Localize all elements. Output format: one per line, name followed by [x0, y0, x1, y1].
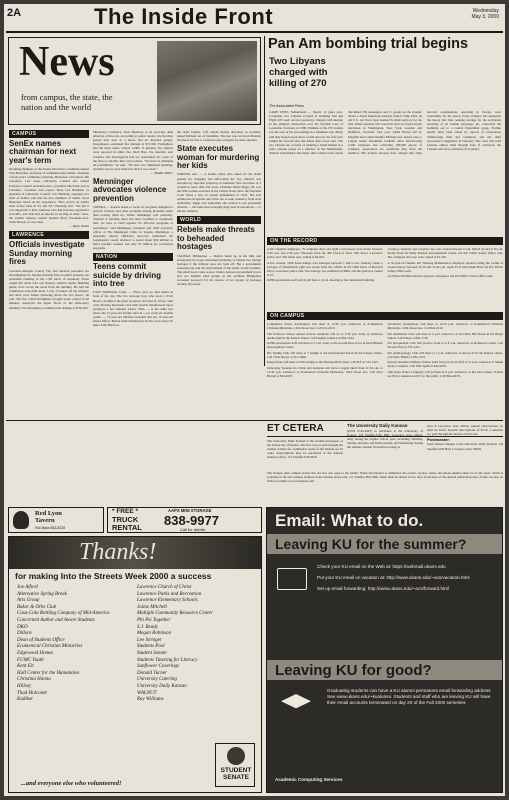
truck-phone: 838-9977 — [164, 513, 219, 528]
thanks-entry: Arts Group — [17, 598, 40, 604]
leaving-summer: Leaving KU for the summer? — [275, 536, 467, 552]
record-item: A 35-year-old female KU Housing Maintenance employee reported being the victim of sexual battery between 12:30 and 12:40 a.m. April 25 in McCollum Hall, the KU Public Safety Office said. — [387, 260, 503, 273]
campus-item: Compulsive Eaters Anonymous will meet at 12:30 p.m. tomorrow at Ecumenical Christian Ministries, 1204 Oread Ave. Call 312-2413. — [267, 322, 383, 331]
record-item: A KU student, 1999 Isuzu Amigo was damaged between 7 and 9 a.m. Saturday when a package of Winterhawk gum was stolen from the vehicle in the 2200 block of Harvard Drive, Lawrence police said. The damage was estimated at $800, and the gum was valued at $1. — [267, 260, 383, 277]
thanks-entry: Jaime Mitchell — [137, 604, 167, 610]
truck-store: AAPS MINI STORAGE — [168, 508, 212, 513]
thanks-list-right — [137, 585, 257, 704]
thanks-entry: Multiple Community Resource Center — [137, 611, 213, 617]
campus-item: University Dance Company will perform at 8 p.m. tomorrow at the Lied Center. Tickets are $5 for students and $7 for the public. Call 864-ARTS. — [387, 369, 503, 378]
truck-line3: RENTAL — [112, 523, 142, 532]
truck-rental-ad — [107, 507, 262, 533]
campus-left-list — [267, 322, 383, 379]
et-cetera-left: The University Daily Kansan is the student newspaper of the University of Kansas. The first copy is paid through the student activity fee. Additional copies of the Kansan are 25 cents. Subscriptions may be purchased at the Kansan business office, 119 Stauffer-Flint Hall. — [267, 439, 343, 460]
thanks-footer: ...and everyone else who volunteered! — [21, 780, 122, 787]
senate-logo — [215, 743, 255, 787]
thanks-entry: Lawrence Elementary Schools — [137, 598, 198, 604]
record-item: A laptop computer and carrying case were stolen between 9 a.m. March 24 and 2:30 p.m. Friday from the Daily Kansan Advertisement Center, the KU Public Safety Office said. The computer and case were valued at $1,550. — [387, 247, 503, 260]
thanks-entry: Ecumenical Christian Ministries — [17, 644, 83, 650]
campus-item: Korean Students Ultimate Frisbee team will practice from 8 to 11 p.m. tomorrow at Shenk Sports Complex. Call Will Spalis at 842-6470. — [387, 360, 503, 369]
thanks-entry: Kent Eir — [17, 664, 35, 670]
et-cetera-bottom: The Kansan print campus events that are free and open to the public. When information is submitted, the event's sponsor, name and phone number must be on the form, which is available in the On Campus mailbox in the Kansan newsroom, 111 Stauffer-Flint Hall. Items must be turned in two days in advance of the desired publication date. Forms can also be filled out online at www.kansan.com. — [267, 471, 503, 484]
campus-byline: — Ryan Seelia — [69, 224, 89, 229]
rebels-headline: Rebels make threats to beheaded hostages — [177, 225, 255, 252]
campus-item: The Endacott School annual awards ceremony will be at 3:30 p.m. today in Alderson Auditorium in the Kansas Union. Call Daphne Johnson at 864-7244. — [267, 331, 383, 340]
et-cetera-middle — [347, 424, 423, 449]
thanks-entry: WALNUT — [137, 690, 157, 696]
campus-item: KJHK promotions staff will meet at 5 p.m. today at the second-floor foyer in Dole Human Development Center. — [267, 341, 383, 350]
issue-date: May 3, 2000 — [471, 14, 499, 20]
teens-body: EAST HADDAM, Conn. — There were no skid marks in front of the tree. The two teen-age boys who drove a Ford Bronco straight at the giant sycamore and died in a fiery crash early Monday had made clear their suicide intentions in taped goodbyes a few minutes earlier. Then — at the same tree where his 15-year-old brother died in a car crash six months earlier — 13-year-old Michael Grindell and his 13-year-old friend Jeffrey Barton killed themselves in this town about 20 miles from Hartford. — [93, 290, 173, 328]
record-left-list — [267, 247, 383, 284]
campus-headline: SenEx names chairman for next year's term — [9, 139, 77, 165]
horizontal-divider — [6, 420, 503, 421]
record-item: KJHK promotions staff said it will have a 6 p.m. meeting at the Journalism building. — [267, 278, 375, 283]
on-the-record — [267, 237, 503, 284]
on-campus — [267, 312, 503, 379]
senate-label: STUDENT SENATE — [220, 767, 252, 781]
thanks-entry: Student Senate — [137, 650, 167, 656]
page-number: 2A — [7, 7, 22, 19]
thanks-entry: Lawrence Church of Christ — [137, 585, 192, 590]
col3-story1-body: the older brother, Jeff, whom friends described as troubled, joined Michael out of friendship. The tree was cut down Monday afternoon for fear it would become a magnet for more suicides. — [177, 130, 261, 143]
email-good-text: Graduating students can have a KU alumni permanent email forwarding address. See www.ukans.edu/~kualumni. Students and staff who are leaving KU will have their email accounts terminated on day 20 of the Fall 2000 semester. — [327, 688, 492, 705]
lawrence-label: LAWRENCE — [9, 231, 89, 239]
thanks-entry: Sunflower Coverings — [137, 664, 180, 670]
menninger-headline: Menninger advocates violence prevention — [93, 176, 167, 203]
postmaster-label: Postmaster: — [427, 437, 451, 443]
udk-text: (ISSN 0746-4967) is published at the University of Kansas, 119 Stauffer-Flint Hall, Lawrence, Kan. 66045, daily during the regular school year, excluding Saturday, Sunday, holidays and finals periods, and Wednesday during the summer session. Periodical postage is — [347, 428, 423, 450]
campus-item: Alcoholics Anonymous will meet at 12:30 p.m. tomorrow at Ecumenical Christian Ministries, 1204 Oread Ave. Call 842-0110. — [387, 322, 503, 331]
email-bullet: Set up email forwarding: http://www.ukans.edu/~acs/forward.html — [317, 585, 450, 591]
email-ad — [266, 507, 503, 793]
postmaster-text: Send address changes to the University Daily Kansan, 119 Stauffer-Flint Hall, Lawrence, Kan. 66045. — [427, 442, 503, 451]
col2-byline: — Mindie Miller — [150, 170, 173, 175]
section-title: The Inside Front — [94, 4, 274, 29]
thanks-entry: Students Pool — [137, 644, 165, 650]
leaving-good: Leaving KU for good? — [275, 662, 432, 679]
execution-body: VARNER, Ark. — A former nurse who asked for the death penalty for drugging and suffocating her two children was executed by injection yesterday in Arkansas' first execution of a woman in more than 150 years. Christina Marie Riggs, 28, was the fifth woman executed in the United States since the Supreme Court lifted a ban on capital punishment in 1976. She had withdrawn all appeals and chose not to seek clemency from state authorities. Riggs told authorities she wanted to use potassium chloride — the same heart-stopping drug used in executions — to kill her children. — [177, 172, 261, 214]
campus-right-list — [388, 322, 504, 379]
red-lyon-address: 944 Mass 832-8228 — [35, 526, 65, 530]
lawrence-headline: Officials investigate Sunday morning fires — [9, 240, 85, 267]
thanks-entry: University Catering — [137, 677, 177, 683]
vertical-divider — [264, 36, 265, 366]
thanks-entry: Lawrence Parks and Recreation — [137, 591, 202, 597]
thanks-entry: Dillons — [17, 631, 32, 637]
graduation-cap-icon — [281, 694, 311, 712]
et-cetera-label: ET CETERA — [267, 423, 324, 434]
campus-item: Daisy Pirate will meet at 9:30 tonight at the Heritage Hall center. Call B.F. at 312-1327. — [267, 360, 379, 365]
truck-tagline: Call for details — [180, 527, 206, 532]
thanks-entry: S.J. Ready — [137, 624, 158, 630]
campus-item: KU Anthropology Club will meet at 7 p.m. tomorrow at Alcove D in the Kansas Union. Call Kyle Bohan at 842-1331. — [387, 350, 503, 359]
red-lyon-ad — [8, 507, 104, 533]
thanks-entry: Joe Alford — [17, 585, 38, 590]
acs-footer: Academic Computing Services — [275, 777, 343, 782]
thanks-entry: Casa-Cola Bottling Company of Mid-America — [17, 611, 110, 617]
et-cetera-right — [427, 424, 503, 451]
newspaper-page — [4, 4, 505, 796]
truck-line1: * FREE * — [112, 508, 139, 515]
column-three — [177, 130, 261, 286]
thanks-entry: Edgewood Homes — [17, 650, 54, 656]
rebels-body: TALIPAO, Philippines — Rebels holed up in the hills and surrounded by troops threatened yesterday to behead two foreign hostages if the military does not back off. But a government spokesperson said the encirclement of the rebels would continue. The small forest came as new clashes between government forces and two Muslim rebel groups in the southern Philippines worsened prospects for the release of two groups of hostages totaling 48 people. — [177, 253, 261, 287]
on-the-record-label: ON THE RECORD — [267, 237, 503, 245]
menninger-body: TOPEKA — Kansas needs to focus on programs designed to prevent violence and other problems among juveniles rather than locking them up, Walter Menninger said yesterday. "Instead of building more and more facilities to warehouse kids, we have to band together for effective programs of prevention," said Menninger, president and chief executive officer of The Menninger Clinic in Topeka. Menninger, a nationally known children's advocate, bemoaned the Legislature's recent decision to spend about $60 million to build juvenile lockups and only $3 million for prevention programs. — [93, 205, 173, 251]
thanks-entry: Donald Turner — [137, 670, 167, 676]
senate-seal-icon — [227, 747, 245, 765]
thanks-entry: FUMC Youth — [17, 657, 44, 663]
record-item: A KU student's employee, 79 computer discs and eight rod brackets were stolen between 9:30 a.m. and 2:30 p.m. Thursday from the 300 block of West 13th Street, Lawrence police said. The items were valued at $2,029. — [267, 247, 383, 260]
thanks-ad — [8, 536, 262, 793]
record-right-list — [388, 247, 504, 284]
thanks-entry: Dean of Students Office — [17, 637, 65, 643]
thanks-entry: Alternative Spring Break — [17, 591, 67, 597]
thanks-entry: Ray Williams — [137, 697, 164, 703]
email-bullets — [317, 564, 495, 591]
on-campus-label: ON CAMPUS — [267, 312, 503, 320]
thanks-entry: Hall Center for the Humanities — [17, 670, 80, 676]
thanks-entry: Phi Psi Together — [137, 617, 171, 623]
thanks-entry: Concerned Author and Aware Students — [17, 617, 95, 623]
masthead-rule — [6, 31, 503, 33]
teens-headline: Teens commit suicide by driving into tree — [93, 262, 162, 288]
panam-headline: Pan Am bombing trial begins — [268, 36, 469, 52]
campus-item: KU Meditation Club will meet at 6 p.m. tomorrow at the Daisy Hill Room in the Burge Union. Call Parker at 864-7730. — [387, 331, 503, 340]
thanks-entry: Hillsey — [17, 683, 32, 689]
thanks-entry: Baker & Orbs Club — [17, 604, 57, 610]
nation-label: NATION — [93, 253, 173, 261]
thanks-entry: University Daily Kansan — [137, 683, 187, 689]
thanks-entry: Thad Holcomb — [17, 690, 47, 696]
thanks-entry: Kadiker — [17, 697, 34, 703]
udk-title: The University Daily Kansan — [347, 423, 408, 428]
thanks-entry: Lee Stringer — [137, 637, 162, 643]
computer-icon — [277, 568, 307, 590]
news-box — [8, 37, 261, 125]
email-bullet: Put your KU email on vacation at: http://www.ukans.edu/~acs/vacation.html — [317, 574, 470, 580]
news-box-title: News — [19, 39, 115, 85]
thanks-title: Thanks! — [79, 539, 157, 565]
panam-source: The Associated Press — [269, 104, 304, 108]
campus-item: University Students for Christ and Lutheran will have a veggie lunch from 11:30 a.m. to 12:30 p.m. tomorrow at Ecumenical Christian Ministries, 1204 Oread Ave. Call Neal Harrell at 843-4933. — [267, 365, 383, 378]
column-two — [93, 130, 173, 327]
thanks-entry: Megan Robinson — [137, 631, 172, 637]
campus-item: KU Sailing Club will meet at 7 tonight at the International Room in the Kansas Union. Call Chris Dwyer at 312-3066. — [267, 350, 383, 359]
thanks-entry: Students Tutoring for Literacy — [137, 657, 198, 663]
news-box-tagline: from campus, the state, the nation and the world — [21, 92, 113, 112]
thanks-entry: DKO — [17, 624, 28, 630]
col2-story1-body: Shumway's residence. Stan Shumway is an associate dean emeritus of fine arts. According to police reports, the fire then spread next door to a house and its detached garage. Investigators estimated fire damage at $57,000. Firefighters had the blaze under control within 15 minutes. No injuries were reported in either fire. Rich Barr, fire marshal, said evidence that investigators had not determined the cause of the fires or whether they were related. "We have to eliminate all possibilities," he said. "We have not eliminated anything, and there are no clear indicators that it was arson." — [93, 130, 173, 171]
lawrence-body: Lawrence-Douglas County Fire and Medical personnel are investigating two Sunday morning fires on public property. An apartment building in the 1700 block of Kentucky Street caught fire about 2:45 a.m. Sunday. Andrew Spalar, Building junior, lives across the street from the building. He said the commotion woke him about 3 a.m. "I looked out my window, and there were flames billowing above the two floors," he said. The fire, which firefighters brought under control in 40 minutes, destroyed the upper floors of the three-story building. Fire investigators estimated the damage at $250,000. — [9, 268, 89, 310]
truck-line2: TRUCK — [112, 515, 139, 524]
email-headline: Email: What to do. — [275, 511, 424, 530]
red-lyon-name: Red Lyon Tavern — [35, 510, 62, 524]
campus-column — [9, 130, 89, 310]
email-bullet: Check your KU email on the Web at: https://webmail.ukans.edu — [317, 564, 446, 569]
record-item: An Ellsworth Hall resident reported a trespasser, the KU Public Safety Office said. — [387, 274, 494, 279]
campus-item: KU Racquetball Club will practice from 6 to 8 p.m. tomorrow at Robinson Center. Call Stewart Pool at 331-2221. — [387, 341, 503, 350]
news-photo — [157, 41, 257, 121]
world-label: WORLD — [177, 216, 261, 224]
thanks-entry: Christina Hanna — [17, 677, 51, 683]
campus-label: CAMPUS — [9, 130, 89, 138]
execution-headline: State executes woman for murdering her kids — [177, 144, 260, 171]
panam-body: CAMP ZEIST, Netherlands — Nearly 12 years post-Lockerbie, two Libyans accused of bombing Pan Am Flight 103 went on trial yesterday, charged with murder in the jetliner's destruction over the Scottish town of Lockerbie, Scotland, in 1988. Families of the 270 victims saw the start of the proceedings as a landmark step. Many said they hoped prosecutors would uncover the full story behind the terrorist plot that killed their loved ones. The two Libyans are accused of planting a bomb hidden in a radio cassette player in a suitcase. In the Netherlands, chained with murder and many other crimes in the attack that killed 259 passengers and 11 people on the ground. About a dozen American relatives visited Camp Zeist, an old U.S. Air Force base deemed Scottish territory for the trial. Other relatives will watch the trial on closed-circuit television in Washington, New York, London and Dumfries, Scotland. Last year, Abdel Basset Ali al-Megrahi and Lamen Khalifa Fhimah were turned over to Libyan leader Moammar Gadhafi. After interviewing 1,000 witnesses and collecting 180,000 pieces of evidence, prosecutors are convinced they have the bombers. But defense lawyers have alleged that other terrorist organizations operating in Europe were responsible for the attack. Early evidence has supported the theory that Iran, seeking revenge for the accidental downing of an Iranian passenger jet, contracted the bombing out to a radical Palestinian group. Further doubts have been raised by reports of prosecutors withdrawing their key testimony and the chief prosecutor's resignation in February. The court will hold sessions almost daily through July. If convicted, the Libyans will serve sentences in Scotland. — [269, 110, 501, 155]
thanks-subtitle: for making Into the Streets Week 2000 a success — [15, 571, 212, 581]
thanks-list-left — [17, 585, 135, 704]
campus-body: Incoming members of the Senate Executive Committee named Tom Beisecker, professor of communication studies, chairman of next year's committee yesterday. Beisecker will replace Jim Carothers, Last week, University Council also named Professor Council president-elect, a position which this year is Carothers. Carothers will replace Mary Lee Hummert as president of University Council. J.D. Heintzig, outgoing vice chair of SenEx, said that the new members of SenEx chose Beisecker based on his experience. "He's served on SenEx chair before back in '91 and '92," Heintzig said. "We felt it was important to have someone who had previous experience in SenEx, and Tom had an interest in serving as chair." Also, the student senators named Student Body President-elect, Chris Brown, as vice chair. — [9, 167, 89, 225]
subscription-text: paid in Lawrence, Kan. 66044. Annual subscriptions by mail are $120. Student subscriptions of $2.50 a semester are paid through the student activity fee. — [427, 424, 503, 437]
panam-subhead: Two Libyans charged with killing of 270 — [269, 56, 328, 89]
issue-day: Wednesday — [472, 8, 499, 14]
lion-icon — [13, 511, 29, 529]
